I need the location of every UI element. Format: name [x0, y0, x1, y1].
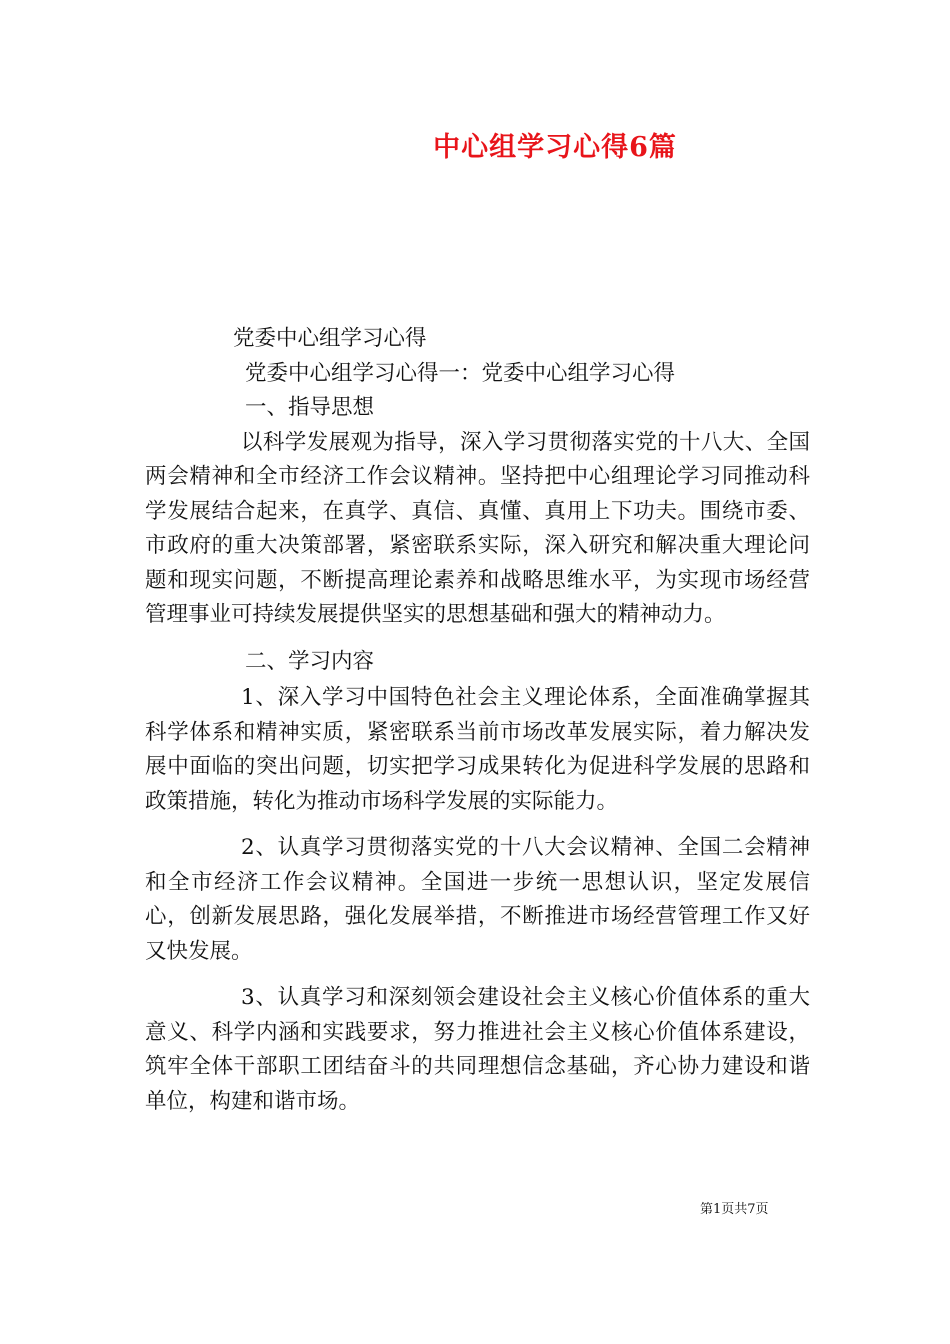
page-title: 中心组学习心得6篇 [433, 132, 677, 163]
part1-paragraph: 以科学发展观为指导，深入学习贯彻落实党的十八大、全国两会精神和全市经济工作会议精神。坚持把中心组理论学习同推动科学发展结合起来，在真学、真信、真懂、真用上下功夫。围绕市委、市政府的重大决策部署，紧密联系实际，深入研究和解决重大理论问题和现实问题，不断提高理论素养和战略思维水平，为实现市场经营管理事业可持续发展提供坚实的思想基础和强大的精神动力。 [145, 429, 810, 627]
article-heading: 党委中心组学习心得一：党委中心组学习心得 [245, 360, 676, 386]
content-item-1: 1、深入学习中国特色社会主义理论体系，全面准确掌握其科学体系和精神实质，紧密联系当前市场改革发展实际，着力解决发展中面临的突出问题，切实把学习成果转化为促进科学发展的思路和政策措施，转化为推动市场科学发展的实际能力。 [145, 685, 810, 814]
page-number: 第1页共7页 [700, 1202, 769, 1217]
part1-heading: 一、指导思想 [245, 395, 375, 420]
part2-heading: 二、学习内容 [245, 648, 375, 674]
section-heading: 党委中心组学习心得 [233, 326, 427, 351]
content-item-2: 2、认真学习贯彻落实党的十八大会议精神、全国二会精神和全市经济工作会议精神。全国进一步统一思想认识，坚定发展信心，创新发展思路，强化发展举措，不断推进市场经营管理工作又好又快发展。 [145, 835, 810, 964]
document-body [145, 322, 810, 1119]
content-item-3: 3、认真学习和深刻领会建设社会主义核心价值体系的重大意义、科学内涵和实践要求，努力推进社会主义核心价值体系建设，筑牢全体干部职工团结奋斗的共同理想信念基础，齐心协力建设和谐单位，构建和谐市场。 [145, 985, 810, 1114]
